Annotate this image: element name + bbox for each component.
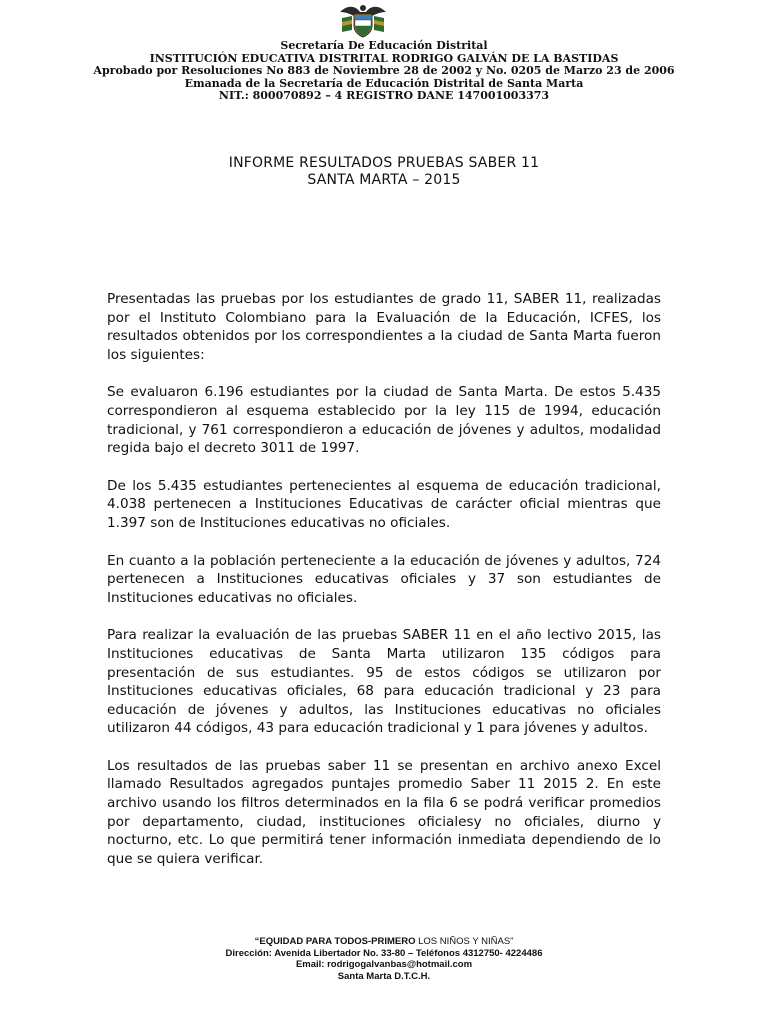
letterhead-nit-dane: NIT.: 800070892 – 4 REGISTRO DANE 147001003373 bbox=[218, 89, 550, 103]
footer-motto-bold: “EQUIDAD PARA TODOS-PRIMERO bbox=[254, 936, 416, 947]
footer-motto bbox=[134, 936, 634, 948]
footer-city: Santa Marta D.T.C.H. bbox=[337, 970, 431, 982]
paragraph-evaluated-students: Se evaluaron 6.196 estudiantes por la ciudad de Santa Marta. De estos 5.435 correspondieron al esquema establecido por la ley 115 de 1994, educación tradicional, y 761 correspondieron a educación de jóvenes y adultos, modalidad regida bajo el decreto 3011 de 1997. bbox=[107, 384, 661, 457]
letterhead-secretaria: Secretaría De Educación Distrital bbox=[280, 39, 488, 52]
footer-email: Email: rodrigogalvanbas@hotmail.com bbox=[295, 959, 473, 971]
paragraph-codes: Para realizar la evaluación de las pruebas SABER 11 en el año lectivo 2015, las Instituciones educativas de Santa Marta utilizaron 135 códigos para presentación de sus estudiantes. 95 de estos códigos se utilizaron por Instituciones educativas oficiales, 68 para educación tradicional y 23 para educación de jóvenes y adultos, las Instituciones educativas no oficiales utilizaron 44 códigos, 43 para educación tradicional y 1 para jóvenes y adultos. bbox=[107, 627, 661, 737]
document-body bbox=[107, 290, 661, 887]
page-footer bbox=[134, 936, 634, 982]
footer-address: Dirección: Avenida Libertador No. 33-80 – Teléfonos 4312750- 4224486 bbox=[225, 947, 543, 959]
document-title-line1: INFORME RESULTADOS PRUEBAS SABER 11 bbox=[228, 155, 540, 171]
letterhead-issuer: Emanada de la Secretaría de Educación Distrital de Santa Marta bbox=[184, 76, 584, 90]
letterhead bbox=[60, 40, 708, 103]
paragraph-traditional-education: De los 5.435 estudiantes pertenecientes al esquema de educación tradicional, 4.038 pertenecen a Instituciones Educativas de carácter oficial mientras que 1.397 son de Instituciones educativas no oficiales. bbox=[107, 477, 661, 531]
paragraph-youth-adults: En cuanto a la población perteneciente a la educación de jóvenes y adultos, 724 pertenecen a Instituciones educativas oficiales y 37 son estudiantes de Instituciones educativas no oficiales. bbox=[107, 552, 661, 606]
document-title-line2: SANTA MARTA – 2015 bbox=[307, 172, 461, 188]
colombia-coat-of-arms-icon bbox=[336, 0, 390, 38]
letterhead-institution-name: INSTITUCIÓN EDUCATIVA DISTRITAL RODRIGO GALVÁN DE LA BASTIDAS bbox=[149, 51, 619, 65]
document-title bbox=[100, 155, 668, 189]
footer-motto-normal: LOS NIÑOS Y NIÑAS” bbox=[415, 936, 514, 947]
paragraph-results-file: Los resultados de las pruebas saber 11 se presentan en archivo anexo Excel llamado Resultados agregados puntajes promedio Saber 11 2015 2. En este archivo usando los filtros determinados en la fila 6 se podrá verificar promedios por departamento, ciudad, instituciones oficialesy no oficiales, diurno y nocturno, etc. Lo que permitirá tener información inmediata dependiendo de lo que se quiera verificar. bbox=[107, 757, 661, 867]
letterhead-resolutions: Aprobado por Resoluciones No 883 de Noviembre 28 de 2002 y No. 0205 de Marzo 23 de 2006 bbox=[93, 64, 675, 78]
paragraph-intro: Presentadas las pruebas por los estudiantes de grado 11, SABER 11, realizadas por el Instituto Colombiano para la Evaluación de la Educación, ICFES, los resultados obtenidos por los correspondientes a la ciudad de Santa Marta fueron los siguientes: bbox=[107, 291, 661, 363]
